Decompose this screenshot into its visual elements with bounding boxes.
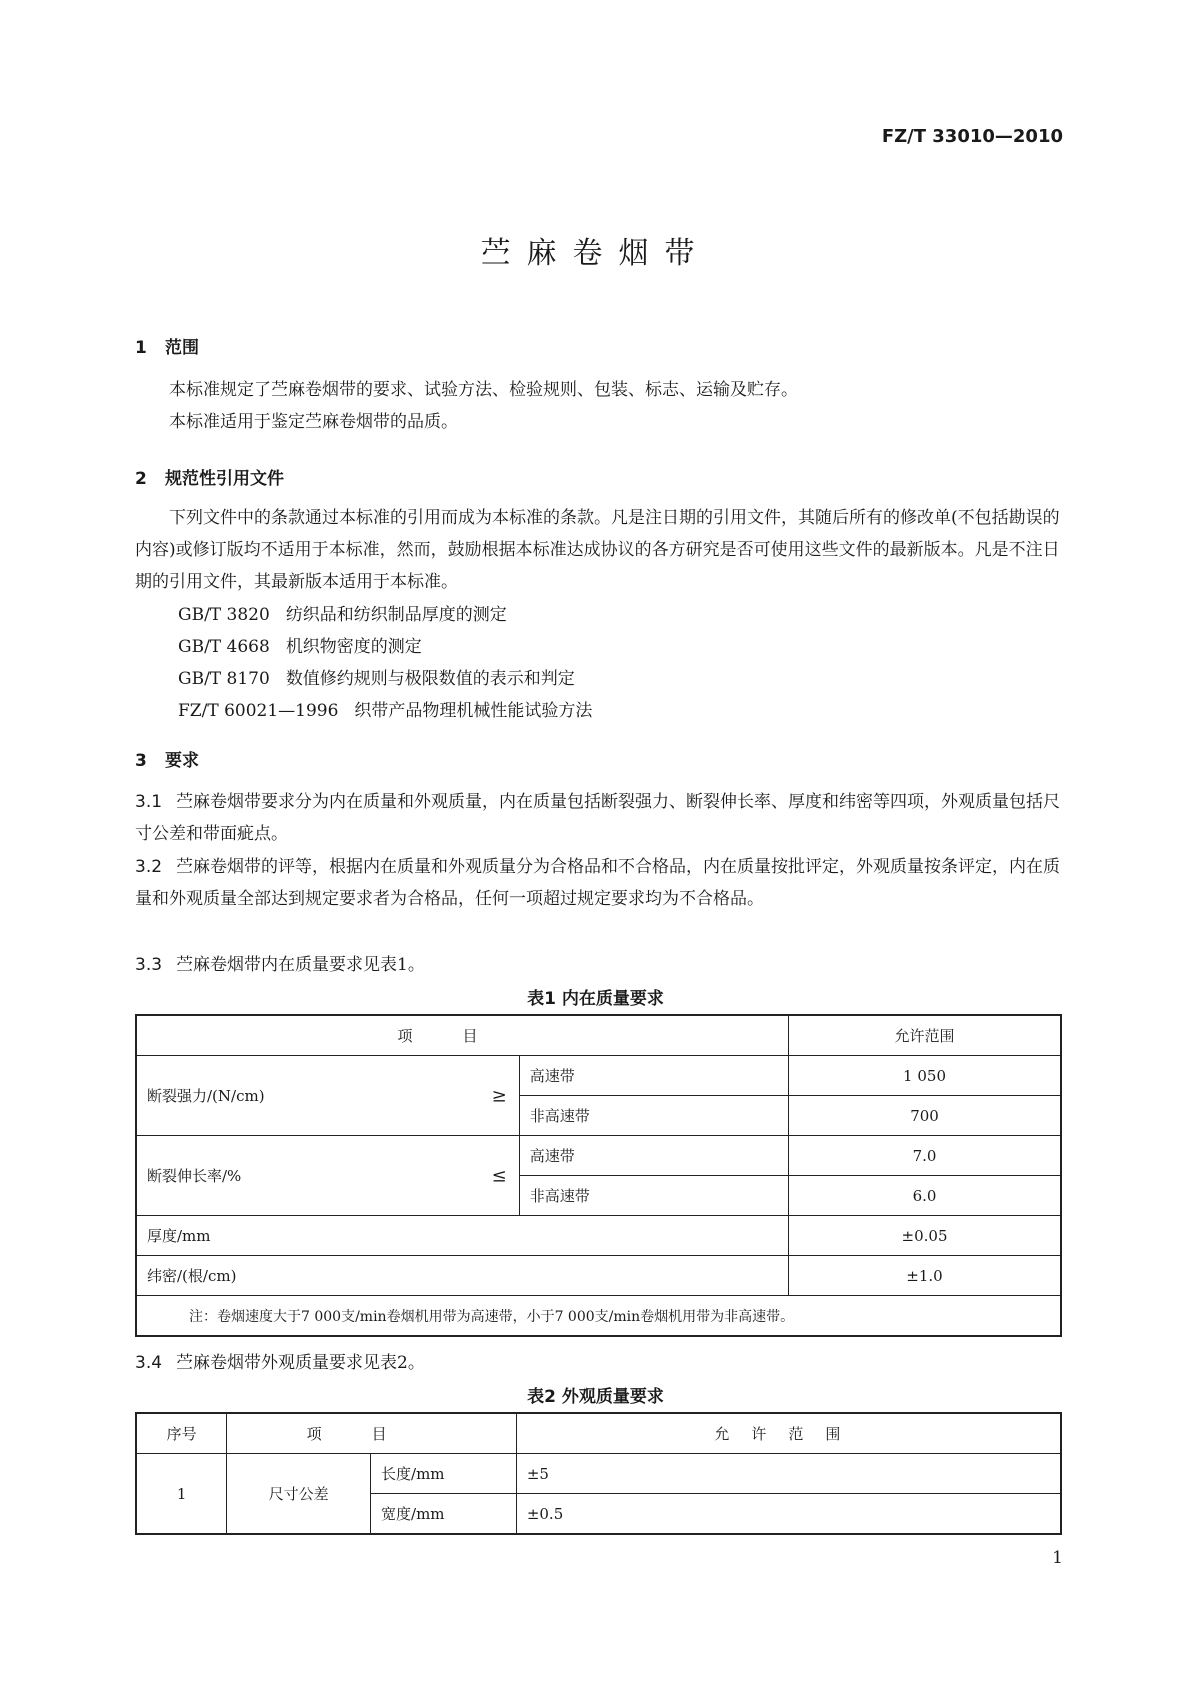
value-cell: 1 050 [789,1056,1061,1096]
page-number: 1 [1052,1548,1063,1568]
table-header-row [136,1413,1061,1454]
header-cell-range: 允许范围 [789,1015,1061,1056]
section-heading-scope: 1 范围 [135,338,199,358]
sub-label: 高速带 [519,1056,788,1096]
value-cell: ±5 [516,1454,1061,1494]
sub-label: 高速带 [519,1136,788,1176]
value-cell: 7.0 [789,1136,1061,1176]
header-cell-item: 项目 [136,1015,789,1056]
table-2 [135,1412,1062,1535]
value-cell: 6.0 [789,1176,1061,1216]
table-1-caption: 表1 内在质量要求 [527,989,664,1009]
section-heading-requirements: 3 要求 [135,751,199,771]
table-row [136,1136,1061,1176]
paragraph: 下列文件中的条款通过本标准的引用而成为本标准的条款。凡是注日期的引用文件，其随后所有的修改单(不包括勘误的内容)或修订版均不适用于本标准，然而，鼓励根据本标准达成协议的各方研究是否可使用这些文件的最新版本。凡是不注日期的引用文件，其最新版本适用于本标准。 [135,508,1060,592]
document-title: 苎麻卷烟带 [480,236,711,271]
clause-3-4: 3.4 苎麻卷烟带外观质量要求见表2。 [135,1353,425,1373]
reference-item: FZ/T 60021—1996 织带产品物理机械性能试验方法 [178,701,593,721]
table-1 [135,1014,1062,1337]
value-cell: ±1.0 [789,1256,1061,1296]
table-row [136,1256,1061,1296]
comparison-symbol: ≤ [491,1165,507,1186]
clause-3-2: 3.2 苎麻卷烟带的评等，根据内在质量和外观质量分为合格品和不合格品，内在质量按批评定，外观质量按条评定，内在质量和外观质量全部达到规定要求者为合格品，任何一项超过规定要求均为不合格品。 [135,857,1061,909]
table-note: 注：卷烟速度大于7 000支/min卷烟机用带为高速带，小于7 000支/min卷烟机用带为非高速带。 [136,1296,1061,1337]
row-label-elongation: 断裂伸长率/% ≤ [136,1136,519,1216]
clause-3-3: 3.3 苎麻卷烟带内在质量要求见表1。 [135,955,425,975]
reference-item: GB/T 4668 机织物密度的测定 [178,637,422,657]
header-cell-no: 序号 [136,1413,227,1454]
row-label: 尺寸公差 [227,1454,371,1535]
row-number: 1 [136,1454,227,1535]
reference-item: GB/T 8170 数值修约规则与极限数值的表示和判定 [178,669,575,689]
table-header-row [136,1015,1061,1056]
row-label-weft-density: 纬密/(根/cm) [136,1256,789,1296]
sub-label: 宽度/mm [371,1494,517,1535]
standard-number: FZ/T 33010—2010 [881,126,1063,147]
value-cell: ±0.05 [789,1216,1061,1256]
header-cell-item: 项目 [227,1413,516,1454]
row-label-thickness: 厚度/mm [136,1216,789,1256]
paragraph: 本标准规定了苎麻卷烟带的要求、试验方法、检验规则、包装、标志、运输及贮存。 [169,380,798,400]
table-row [136,1056,1061,1096]
sub-label: 非高速带 [519,1096,788,1136]
reference-item: GB/T 3820 纺织品和纺织制品厚度的测定 [178,605,507,625]
table-2-caption: 表2 外观质量要求 [527,1387,664,1407]
value-cell: 700 [789,1096,1061,1136]
comparison-symbol: ≥ [491,1085,507,1106]
row-label-breaking-strength: 断裂强力/(N/cm) ≥ [136,1056,519,1136]
table-row [136,1216,1061,1256]
table-row [136,1454,1061,1494]
section-heading-references: 2 规范性引用文件 [135,469,284,489]
header-cell-range: 允许范围 [516,1413,1061,1454]
value-cell: ±0.5 [516,1494,1061,1535]
clause-3-1: 3.1 苎麻卷烟带要求分为内在质量和外观质量，内在质量包括断裂强力、断裂伸长率、厚度和纬密等四项，外观质量包括尺寸公差和带面疵点。 [135,792,1061,844]
sub-label: 非高速带 [519,1176,788,1216]
paragraph: 本标准适用于鉴定苎麻卷烟带的品质。 [169,412,458,432]
table-note-row [136,1296,1061,1337]
sub-label: 长度/mm [371,1454,517,1494]
